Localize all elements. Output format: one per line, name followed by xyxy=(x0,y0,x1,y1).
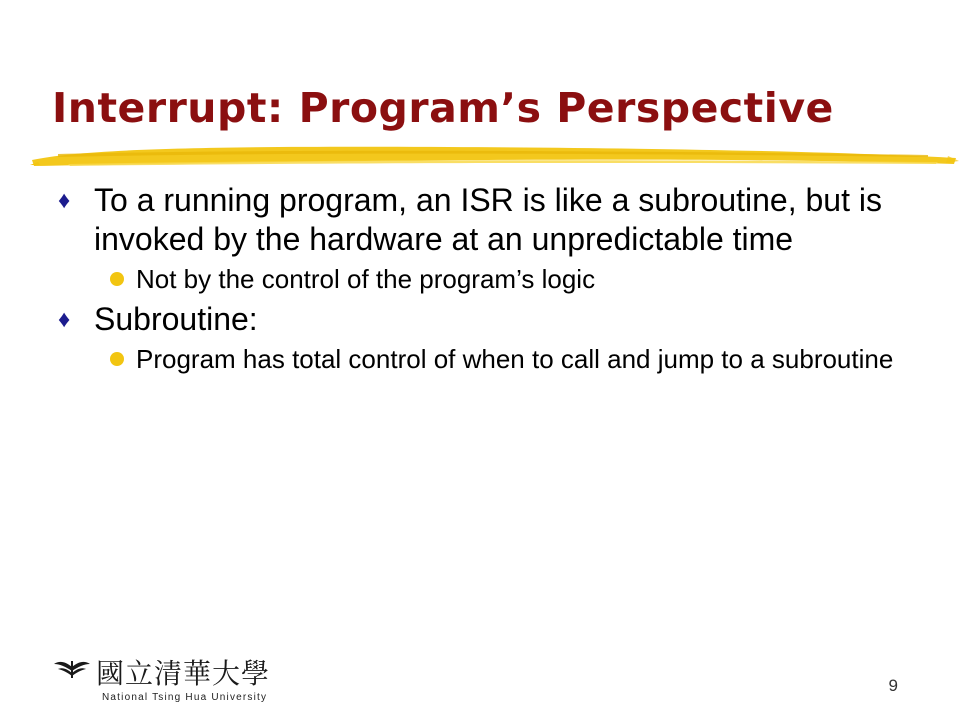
dot-bullet-icon xyxy=(110,352,124,366)
diamond-bullet-icon: ♦ xyxy=(58,187,71,214)
university-logo xyxy=(52,654,292,710)
sub-bullet-text: Not by the control of the program’s logic xyxy=(136,264,596,294)
bullet-text: Subroutine: xyxy=(94,301,258,337)
bullet-item xyxy=(58,181,918,259)
sub-bullet-item xyxy=(108,263,918,296)
university-name-chinese: 國立清華大學 xyxy=(96,657,271,690)
sub-bullet-text: Program has total control of when to call and jump to a subroutine xyxy=(136,344,894,374)
sub-bullet-item xyxy=(108,343,918,376)
university-emblem-icon xyxy=(52,658,92,680)
slide-title: Interrupt: Program’s Perspective xyxy=(52,84,834,132)
diamond-bullet-icon: ♦ xyxy=(58,306,71,333)
slide-content xyxy=(58,181,918,380)
page-number: 9 xyxy=(888,676,898,695)
title-underline-brush xyxy=(28,138,960,178)
bullet-text: To a running program, an ISR is like a subroutine, but is invoked by the hardware at an unpredictable time xyxy=(94,182,882,257)
bullet-item xyxy=(58,300,918,339)
dot-bullet-icon xyxy=(110,272,124,286)
university-name-english: National Tsing Hua University xyxy=(102,692,268,703)
